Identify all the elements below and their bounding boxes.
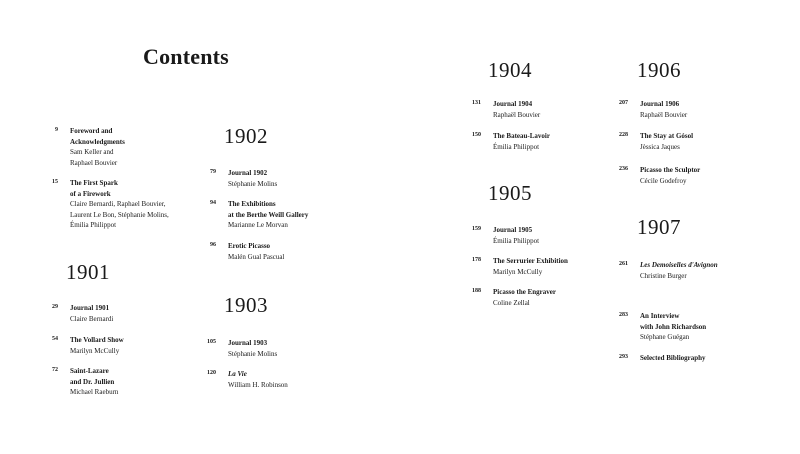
entry-title: of a Firework <box>70 189 111 198</box>
toc-entry[interactable] <box>210 168 378 189</box>
entry-author: Claire Bernardi, Raphael Bouvier, <box>70 200 166 208</box>
entry-author: Cécile Godefroy <box>640 176 687 185</box>
page-number: 188 <box>472 288 481 294</box>
entry-title: Journal 1903 <box>228 339 268 347</box>
entry-title: Journal 1905 <box>493 226 533 234</box>
year-heading-1902: 1902 <box>224 124 268 148</box>
entry-author: Marilyn McCully <box>493 267 543 276</box>
toc-entry[interactable] <box>472 287 643 308</box>
entry-author: Michael Raeburn <box>70 388 119 396</box>
entry-title: and Dr. Jullien <box>70 377 115 386</box>
entry-title: Les Demoiselles d'Avignon <box>640 261 718 269</box>
page-number: 293 <box>619 354 628 360</box>
entry-author: William H. Robinson <box>228 380 288 389</box>
entry-title: The Stay at Gósol <box>640 132 694 140</box>
page-number: 120 <box>207 370 216 376</box>
page-number: 207 <box>619 100 628 106</box>
toc-entry[interactable] <box>619 260 790 281</box>
entry-author: Stéphane Guégan <box>640 333 690 341</box>
entry-title: The First Spark <box>70 179 118 187</box>
entry-title: Picasso the Engraver <box>493 288 556 296</box>
page-number: 261 <box>619 261 628 267</box>
entry-title: Journal 1902 <box>228 169 268 177</box>
entry-author: Malén Gual Pascual <box>228 252 285 261</box>
page-number: 29 <box>52 304 58 310</box>
entry-author: Raphaël Bouvier <box>640 110 688 119</box>
entry-author: Marilyn McCully <box>70 346 120 355</box>
toc-entry[interactable] <box>619 131 790 152</box>
entry-title: The Exhibitions <box>228 200 276 208</box>
year-heading-1904: 1904 <box>488 58 532 82</box>
entry-title: Picasso the Sculptor <box>640 166 701 174</box>
year-heading-1906: 1906 <box>637 58 681 82</box>
entry-title: Journal 1906 <box>640 100 680 108</box>
toc-entry[interactable] <box>619 353 790 364</box>
entry-author: Émilia Philippot <box>493 142 540 151</box>
entry-author: Laurent Le Bon, Stéphanie Molins, <box>70 210 169 219</box>
year-heading-1903: 1903 <box>224 293 268 317</box>
entry-author: Christine Burger <box>640 271 687 280</box>
entry-title: La Vie <box>228 370 247 378</box>
entry-title: The Bateau-Lavoir <box>493 132 550 140</box>
entry-title: with John Richardson <box>640 322 707 331</box>
entry-author: Marianne Le Morvan <box>228 221 288 229</box>
toc-entry[interactable] <box>619 99 790 120</box>
page-number: 150 <box>472 132 481 138</box>
entry-title: An Interview <box>640 312 680 320</box>
page-number: 72 <box>52 367 58 373</box>
entry-author: Sam Keller and <box>70 148 114 156</box>
year-heading-1901: 1901 <box>66 260 110 284</box>
toc-entry[interactable] <box>207 338 378 359</box>
page-number: 228 <box>619 132 628 138</box>
toc-entry[interactable] <box>55 126 220 168</box>
page-number: 236 <box>619 166 628 172</box>
entry-title: Erotic Picasso <box>228 242 271 250</box>
page-number: 159 <box>472 226 481 232</box>
year-heading-1905: 1905 <box>488 181 532 205</box>
entry-author: Raphaël Bouvier <box>493 110 541 119</box>
entry-title: The Vollard Show <box>70 336 124 344</box>
page-number: 79 <box>210 169 216 175</box>
page-title: Contents <box>143 44 229 69</box>
entry-author: Émilia Philippot <box>70 221 117 229</box>
page-number: 15 <box>52 179 58 185</box>
entry-author: Raphael Bouvier <box>70 158 118 167</box>
entry-title: Journal 1904 <box>493 100 533 108</box>
entry-title: Foreword and <box>70 127 113 135</box>
page-number: 178 <box>472 257 481 263</box>
entry-title: Journal 1901 <box>70 304 110 312</box>
entry-title: Selected Bibliography <box>640 354 706 362</box>
year-heading-1907: 1907 <box>637 215 681 239</box>
toc-entry[interactable] <box>52 303 220 324</box>
entry-author: Stéphanie Molins <box>228 179 278 188</box>
page-number: 105 <box>207 339 216 345</box>
toc-entry[interactable] <box>210 199 378 231</box>
toc-entry[interactable] <box>619 165 790 186</box>
page-number: 54 <box>52 336 58 342</box>
entry-author: Jèssica Jaques <box>640 142 680 151</box>
entry-title: Acknowledgments <box>70 137 125 146</box>
entry-author: Stéphanie Molins <box>228 349 278 358</box>
toc-entry[interactable] <box>619 311 790 343</box>
page-number: 94 <box>210 200 216 206</box>
page-number: 96 <box>210 242 216 248</box>
page-number: 283 <box>619 312 628 318</box>
toc-entry[interactable] <box>207 369 378 390</box>
entry-author: Coline Zellal <box>493 298 530 307</box>
toc-entry[interactable] <box>472 225 643 246</box>
entry-author: Claire Bernardi <box>70 314 114 323</box>
entry-title: at the Berthe Weill Gallery <box>228 210 309 219</box>
page-number: 131 <box>472 100 481 106</box>
entry-author: Émilia Philippot <box>493 236 540 245</box>
page-number: 9 <box>55 127 58 133</box>
entry-title: Saint-Lazare <box>70 367 109 375</box>
toc-entry[interactable] <box>210 241 378 262</box>
entry-title: The Serrurier Exhibition <box>493 257 568 265</box>
